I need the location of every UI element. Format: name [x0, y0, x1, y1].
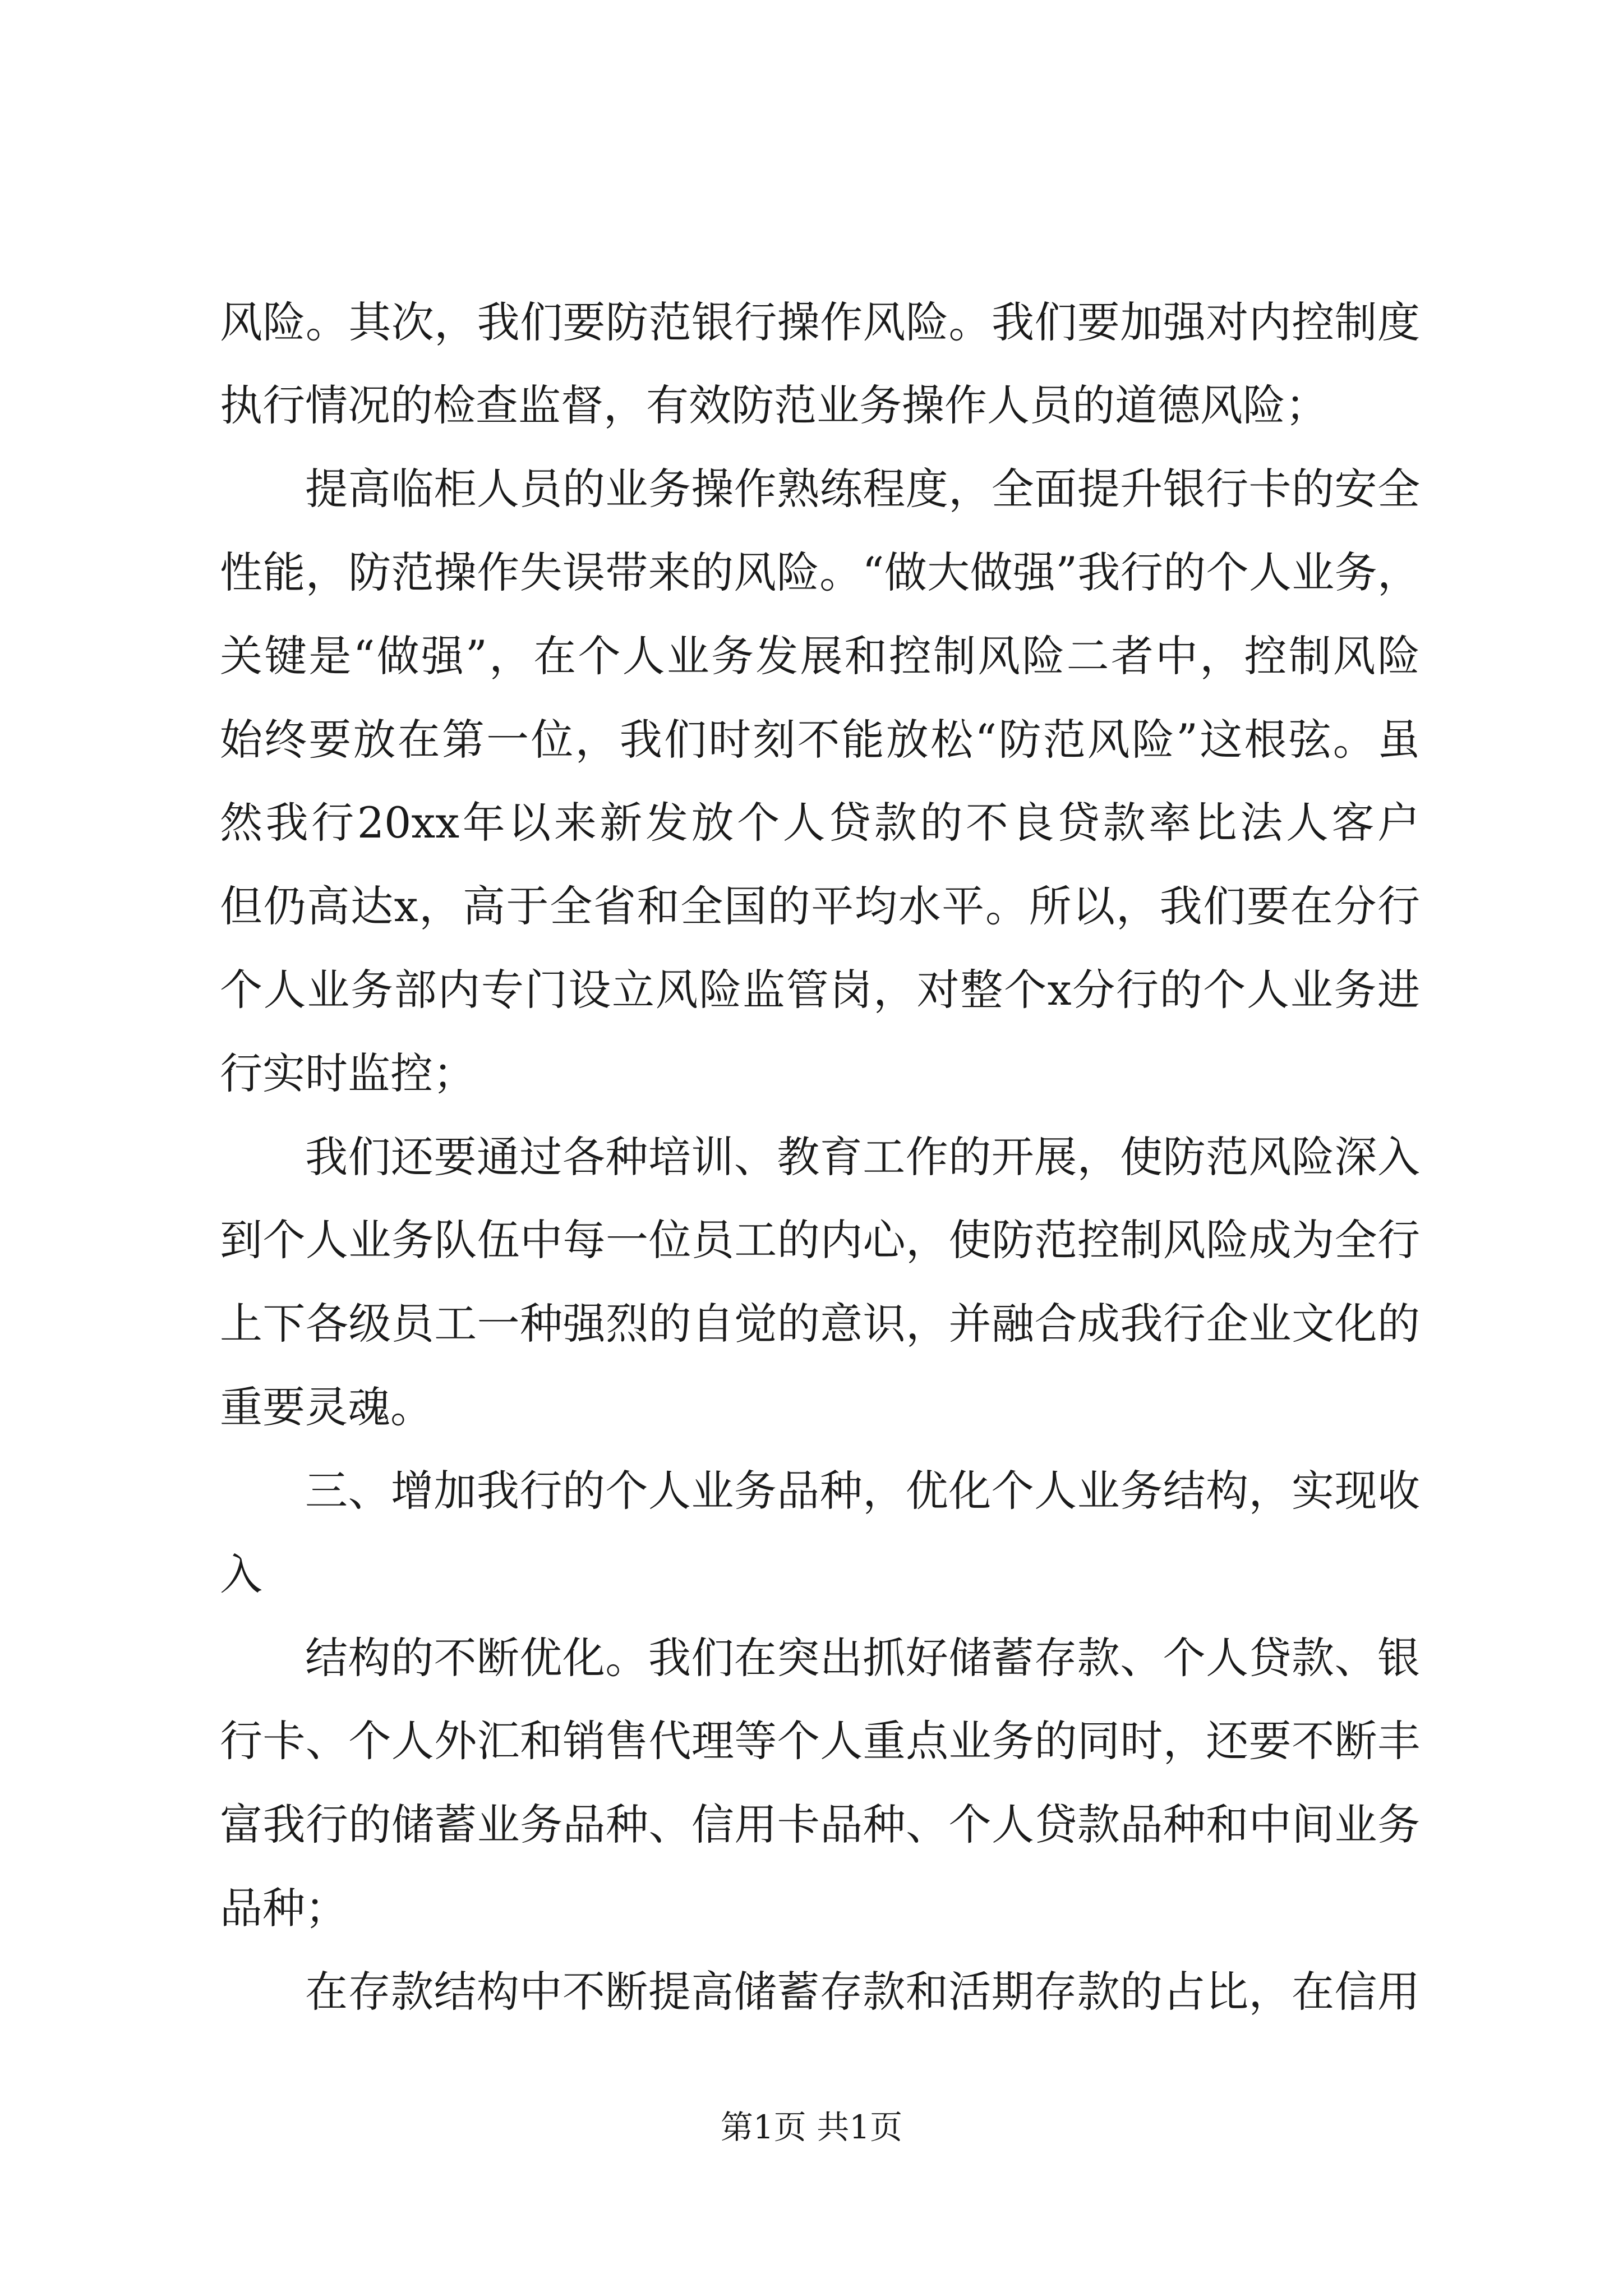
text-line: 在存款结构中不断提高储蓄存款和活期存款的占比，在信用 — [305, 1967, 1420, 2017]
section-heading: 入 — [220, 1549, 262, 1599]
text-line: 我们还要通过各种培训、教育工作的开展，使防范风险深入 — [305, 1132, 1420, 1182]
text-line: 然我行20xx年以来新发放个人贷款的不良贷款率比法人客户 — [220, 798, 1420, 848]
text-line: 上下各级员工一种强烈的自觉的意识，并融合成我行企业文化的 — [220, 1299, 1420, 1349]
text-line: 始终要放在第一位，我们时刻不能放松“防范风险”这根弦。虽 — [220, 715, 1420, 765]
text-line: 但仍高达x，高于全省和全国的平均水平。所以，我们要在分行 — [220, 881, 1420, 931]
text-line: 重要灵魂。 — [220, 1382, 433, 1432]
text-line: 到个人业务队伍中每一位员工的内心，使防范控制风险成为全行 — [220, 1215, 1420, 1265]
text-line: 关键是“做强”，在个人业务发展和控制风险二者中，控制风险 — [220, 631, 1420, 681]
text-line: 行实时监控； — [220, 1048, 476, 1098]
text-line: 风险。其次，我们要防范银行操作风险。我们要加强对内控制度 — [220, 297, 1420, 347]
page-footer: 第1页 共1页 — [720, 2108, 903, 2146]
section-heading: 三、增加我行的个人业务品种，优化个人业务结构，实现收 — [305, 1466, 1420, 1516]
text-line: 行卡、个人外汇和销售代理等个人重点业务的同时，还要不断丰 — [220, 1716, 1420, 1766]
text-line: 结构的不断优化。我们在突出抓好储蓄存款、个人贷款、银 — [305, 1633, 1420, 1683]
text-line: 品种； — [220, 1883, 348, 1933]
text-line: 富我行的储蓄业务品种、信用卡品种、个人贷款品种和中间业务 — [220, 1800, 1420, 1849]
text-line: 提高临柜人员的业务操作熟练程度，全面提升银行卡的安全 — [305, 464, 1420, 514]
text-line: 个人业务部内专门设立风险监管岗，对整个x分行的个人业务进 — [220, 965, 1420, 1015]
text-line: 执行情况的检查监督，有效防范业务操作人员的道德风险； — [220, 380, 1328, 430]
text-line: 性能，防范操作失误带来的风险。“做大做强”我行的个人业务， — [220, 547, 1420, 597]
